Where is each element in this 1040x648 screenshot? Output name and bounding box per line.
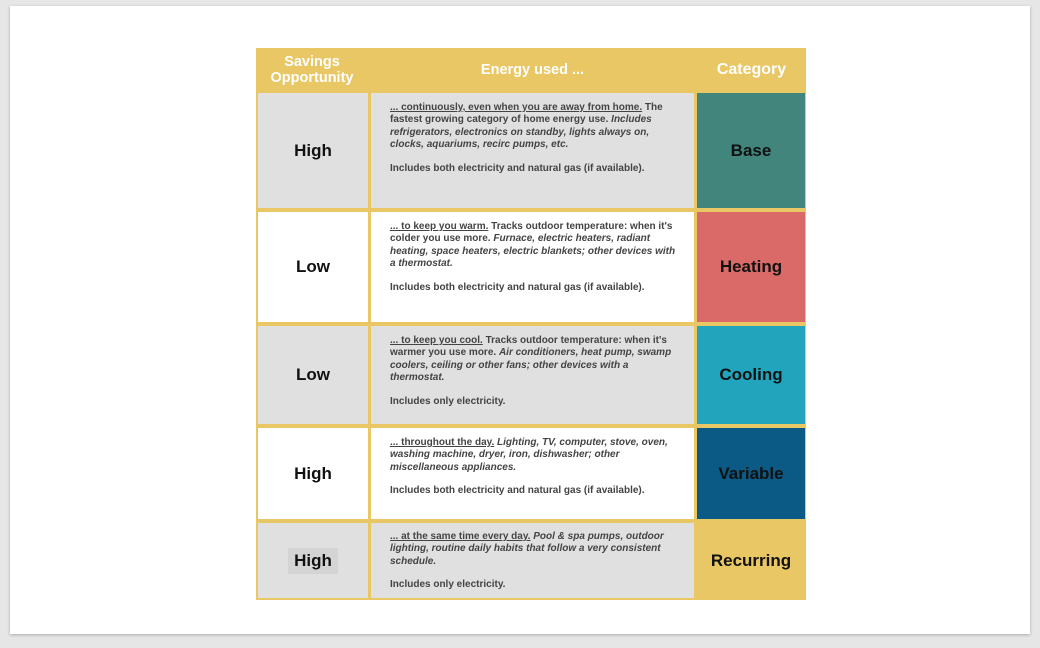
- opportunity-label: High: [288, 548, 338, 574]
- opportunity-label: Low: [296, 365, 330, 384]
- description-cell: [371, 212, 694, 322]
- category-label: Variable: [718, 463, 784, 483]
- opportunity-label: High: [294, 463, 332, 483]
- category-label: Cooling: [719, 365, 783, 384]
- usage-lead: ... throughout the day.: [390, 437, 495, 448]
- fuel-note: Includes both electricity and natural gas (if available).: [390, 162, 645, 174]
- fuel-note: Includes both electricity and natural gas (if available).: [390, 485, 645, 497]
- category-cell-heating: [697, 212, 805, 322]
- category-cell-cooling: [697, 326, 805, 424]
- category-cell-recurring: [697, 523, 805, 598]
- category-label: Heating: [719, 257, 783, 276]
- usage-examples: Includes refrigerators, electronics on standby, lights always on, clocks, aquariums, recirc pumps, etc.: [390, 114, 652, 151]
- usage-examples: Air conditioners, heat pump, swamp coolers, ceiling or other fans; other devices with a thermostat.: [390, 347, 672, 384]
- table-row-heating: [256, 212, 806, 322]
- description-cell: [371, 428, 694, 519]
- header-savings-opportunity: Savings Opportunity: [270, 53, 354, 86]
- opportunity-cell: [258, 212, 368, 322]
- category-cell-variable: [697, 428, 805, 519]
- usage-lead: ... to keep you cool.: [390, 335, 483, 346]
- usage-lead: ... to keep you warm.: [390, 221, 489, 232]
- opportunity-cell: [258, 428, 368, 519]
- figure-card: [10, 6, 1030, 634]
- fuel-note: Includes only electricity.: [390, 579, 506, 591]
- usage-text: The fastest growing category of home energy use.: [390, 102, 663, 126]
- opportunity-cell: [258, 326, 368, 424]
- opportunity-cell: [258, 523, 368, 598]
- usage-text: Tracks outdoor temperature: when it's warmer you use more.: [390, 335, 667, 359]
- description-cell: [371, 523, 694, 598]
- table-row-recurring: [256, 523, 806, 598]
- fuel-note: Includes both electricity and natural gas (if available).: [390, 281, 645, 293]
- energy-category-table: [256, 48, 806, 600]
- usage-text: Tracks outdoor temperature: when it's colder you use more.: [390, 221, 673, 245]
- opportunity-label: High: [294, 140, 332, 160]
- description-cell: [371, 93, 694, 208]
- table-row-variable: [256, 428, 806, 519]
- usage-examples: Lighting, TV, computer, stove, oven, washing machine, dryer, iron, dishwasher; other miscellaneous appliances.: [390, 437, 668, 473]
- usage-examples: Pool & spa pumps, outdoor lighting, routine daily habits that follow a very consistent schedule.: [390, 531, 664, 567]
- table-row-cooling: [256, 326, 806, 424]
- header-category: Category: [716, 60, 787, 78]
- category-label: Base: [730, 140, 772, 160]
- description-cell: [371, 326, 694, 424]
- fuel-note: Includes only electricity.: [390, 395, 506, 407]
- opportunity-label: Low: [296, 257, 330, 276]
- usage-lead: ... at the same time every day.: [390, 531, 531, 542]
- header-energy-used: Energy used ...: [480, 61, 585, 78]
- usage-examples: Furnace, electric heaters, radiant heating, space heaters, electric blankets; other devices with a thermostat.: [390, 233, 676, 270]
- category-label: Recurring: [710, 550, 792, 570]
- table-row-base: [256, 93, 806, 208]
- category-cell-base: [697, 93, 805, 208]
- usage-lead: ... continuously, even when you are away from home.: [390, 102, 643, 113]
- opportunity-cell: [258, 93, 368, 208]
